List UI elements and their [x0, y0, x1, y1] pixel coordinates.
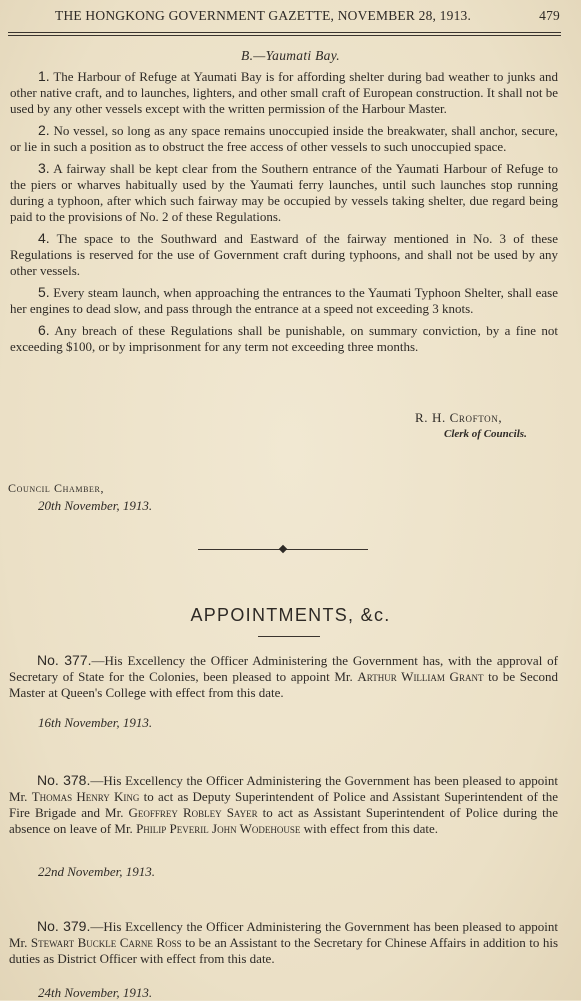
notice-body: to act as Deputy Superintendent of Police and Assistant Superintendent of the Fire Brigade and Mr.: [9, 789, 559, 820]
regulations-list: [10, 68, 558, 360]
regulation-item: [10, 160, 558, 225]
notice-body: —His Excellency the Officer Administering the Government has, with the approval of Secretary of State for the Colonies, been pleased to appoint Mr.: [9, 653, 558, 684]
notice-377: [9, 652, 558, 701]
regulation-number: 5.: [38, 284, 50, 300]
regulation-text: No vessel, so long as any space remains unoccupied inside the breakwater, shall anchor, secure, or lie in such a position as to obstruct the free access of other vessels to such unoccupied space.: [10, 123, 559, 154]
regulation-number: 3.: [38, 160, 50, 176]
notice-body: to act as Assistant Superintendent of Police during the absence on leave of Mr.: [9, 805, 558, 836]
regulation-number: 2.: [38, 122, 50, 138]
signature-name: R. H. Crofton,: [415, 410, 503, 425]
person-name: Philip Peveril John Wodehouse: [136, 821, 301, 836]
notice-body: —His Excellency the Officer Administering the Government has been pleased to appoint Mr.: [9, 773, 558, 804]
notice-body: —His Excellency the Officer Administering the Government has been pleased to appoint Mr.: [9, 919, 558, 950]
notice-date: 22nd November, 1913.: [38, 864, 155, 879]
regulation-item: [10, 68, 558, 117]
council-place: Council Chamber,: [8, 481, 105, 495]
appointments-underline: [258, 636, 320, 637]
signature-role: Clerk of Councils.: [444, 428, 527, 440]
regulation-text: The space to the Southward and Eastward of the fairway mentioned in No. 3 of these Regulations is reserved for the use of Government craft during typhoons, and shall not be used by any other vessels.: [10, 231, 558, 278]
person-name: Stewart Buckle Carne Ross: [30, 935, 182, 950]
notice-body: to be an Assistant to the Secretary for Chinese Affairs in addition to his duties as District Officer with effect from this date.: [9, 935, 559, 966]
notice-body: to be Second Master at Queen's College with effect from this date.: [9, 669, 559, 700]
person-name: Arthur William Grant: [357, 669, 484, 684]
regulation-item: [10, 284, 558, 317]
council-date: 20th November, 1913.: [38, 498, 153, 513]
notice-text: [9, 652, 558, 701]
regulation-item: [10, 322, 558, 355]
regulation-text: The Harbour of Refuge at Yaumati Bay is for affording shelter during bad weather to junks and other native craft, and to launches, lighters, and other small craft of European construction. It shall not be used by any other vessels except with the written permission of the Harbour Master.: [10, 69, 559, 116]
page-number: 479: [539, 8, 560, 23]
regulation-number: 6.: [38, 322, 50, 338]
notice-text: [9, 918, 558, 967]
notice-body: with effect from this date.: [300, 821, 439, 836]
regulation-text: Every steam launch, when approaching the entrances to the Yaumati Typhoon Shelter, shall ease her engines to dead slow, and pass through the entrance at a speed not exceeding 3 knots.: [10, 285, 558, 316]
regulation-number: 1.: [38, 68, 50, 84]
notice-date: 24th November, 1913.: [38, 985, 153, 1000]
page-header: [55, 8, 560, 24]
regulation-text: Any breach of these Regulations shall be punishable, on summary conviction, by a fine not exceeding $100, or by imprisonment for any term not exceeding three months.: [10, 323, 558, 354]
notice-number: No. 379.: [37, 918, 91, 934]
notice-378: [9, 772, 558, 837]
divider-ornament-icon: [279, 545, 287, 553]
notice-number: No. 378.: [37, 772, 91, 788]
gazette-title: THE HONGKONG GOVERNMENT GAZETTE, NOVEMBER 28, 1913.: [55, 8, 472, 23]
regulation-item: [10, 122, 558, 155]
person-name: Geoffrey Robley Sayer: [128, 805, 258, 820]
header-rule-secondary: [8, 35, 561, 36]
section-heading: B.—Yaumati Bay.: [241, 48, 340, 63]
regulation-text: A fairway shall be kept clear from the Southern entrance of the Yaumati Harbour of Refuge to the piers or wharves habitually used by the Yaumati ferry launches, until such launches stop running during a typhoon, after which such fairway may be occupied by vessels taking shelter, due regard being paid to the provisions of No. 2 of these Regulations.: [10, 161, 558, 224]
notice-379: [9, 918, 558, 967]
notice-number: No. 377.: [37, 652, 92, 668]
appointments-heading: APPOINTMENTS, &c.: [190, 605, 391, 625]
regulation-number: 4.: [38, 230, 50, 246]
person-name: Thomas Henry King: [31, 789, 140, 804]
notice-text: [9, 772, 558, 837]
notice-date: 16th November, 1913.: [38, 715, 153, 730]
header-rule: [8, 32, 561, 33]
regulation-item: [10, 230, 558, 279]
